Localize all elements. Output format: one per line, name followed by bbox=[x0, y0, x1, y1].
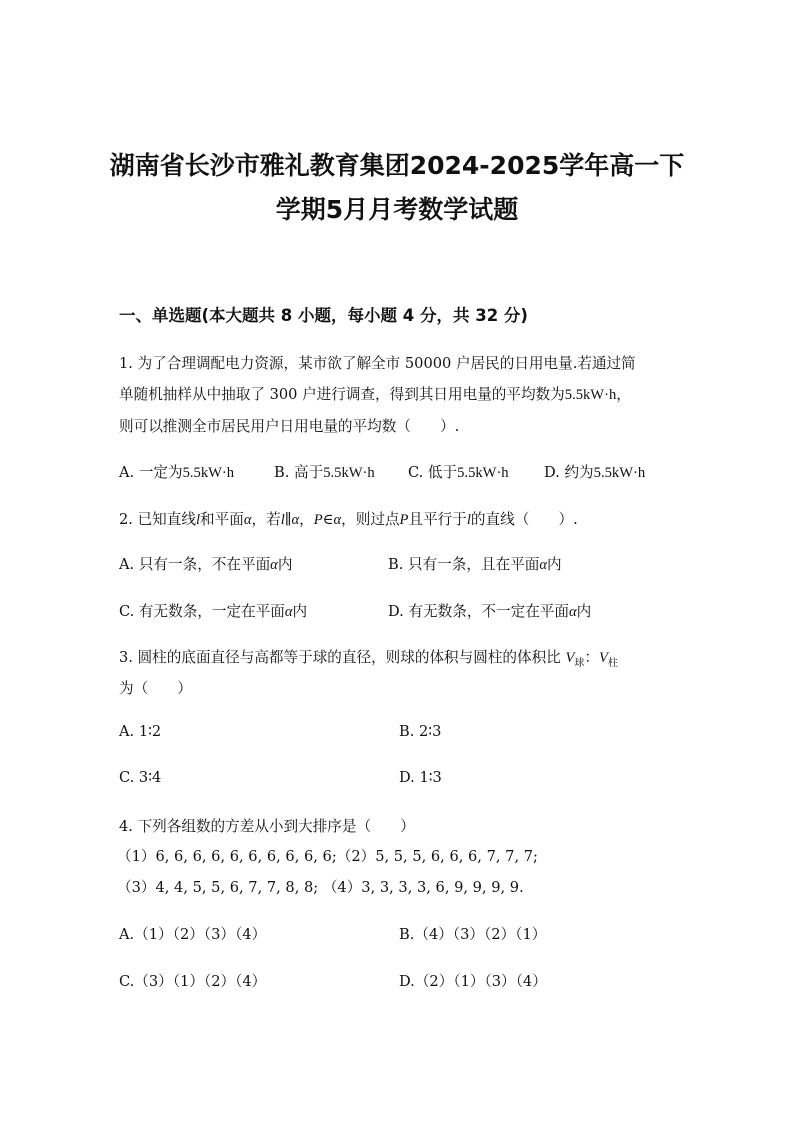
q2-text-4: ， bbox=[299, 511, 314, 528]
q1-option-d-value: 5.5kW·h bbox=[593, 465, 646, 481]
q2-option-a-alpha: α bbox=[270, 557, 278, 573]
q1-average-value: 5.5kW·h bbox=[564, 387, 617, 403]
q3-sub-sphere: 球 bbox=[574, 658, 585, 669]
q1-option-a[interactable] bbox=[119, 461, 234, 482]
q1-option-c-value: 5.5kW·h bbox=[457, 465, 509, 481]
q2-point-p: P bbox=[399, 512, 409, 528]
q3-v-sphere: V bbox=[565, 650, 575, 666]
q3-stem-line-1 bbox=[119, 646, 618, 667]
q2-option-c-tail: 内 bbox=[292, 603, 308, 620]
q2-text-6: 且平行于 bbox=[408, 511, 467, 528]
q4-stem: 4. 下列各组数的方差从小到大排序是（ ） bbox=[119, 818, 415, 835]
section-heading: 一、单选题(本大题共 8 小题，每小题 4 分，共 32 分) bbox=[119, 306, 528, 325]
q2-option-d-text: D. 有无数条，不一定在平面 bbox=[388, 603, 569, 620]
q2-text-5: ，则过点 bbox=[341, 511, 400, 528]
q4-option-b[interactable]: B.（4）（3）（2）（1） bbox=[399, 926, 547, 943]
q1-option-c[interactable] bbox=[408, 461, 509, 482]
q1-option-d-label: D. 约为 bbox=[544, 464, 594, 481]
q2-text-2: 和平面 bbox=[200, 511, 244, 528]
q2-option-d-tail: 内 bbox=[576, 603, 592, 620]
q1-stem-text: 单随机抽样从中抽取了 300 户进行调查，得到其日用电量的平均数为 bbox=[119, 386, 565, 403]
q2-option-a-text: A. 只有一条，不在平面 bbox=[119, 556, 271, 573]
q1-comma: ， bbox=[616, 386, 631, 403]
page-title-line-2: 学期5月月考数学试题 bbox=[275, 195, 519, 224]
q3-sub-cylinder: 柱 bbox=[607, 658, 618, 669]
q1-stem-line-1: 1. 为了合理调配电力资源，某市欲了解全市 50000 户居民的日用电量.若通过简 bbox=[119, 355, 636, 372]
q2-plane-alpha: α bbox=[243, 512, 252, 528]
q4-option-c[interactable]: C.（3）（1）（2）（4） bbox=[119, 973, 267, 990]
q2-text-3: ，若 bbox=[251, 511, 281, 528]
q3-option-d[interactable]: D. 1∶3 bbox=[399, 769, 442, 786]
q2-option-b-tail: 内 bbox=[547, 556, 562, 573]
q2-option-d[interactable] bbox=[388, 600, 591, 621]
q1-option-b-label: B. 高于 bbox=[274, 464, 324, 481]
q3-option-c[interactable]: C. 3∶4 bbox=[119, 769, 162, 786]
q1-option-c-label: C. 低于 bbox=[408, 464, 458, 481]
q1-option-a-label: A. 一定为 bbox=[119, 464, 183, 481]
q2-condition-parallel: l∥α bbox=[280, 512, 300, 528]
q4-groups-3-4: （3）4, 4, 5, 5, 6, 7, 7, 8, 8; （4）3, 3, 3, 3, 6, 9, 9, 9, 9. bbox=[117, 879, 524, 896]
q4-option-a[interactable]: A.（1）（2）（3）（4） bbox=[119, 926, 267, 943]
q2-option-b[interactable] bbox=[388, 553, 562, 574]
q2-option-a-tail: 内 bbox=[277, 556, 293, 573]
q2-option-b-text: B. 只有一条，且在平面 bbox=[388, 556, 540, 573]
q2-line-l: l bbox=[195, 512, 201, 528]
q2-option-b-alpha: α bbox=[539, 557, 548, 573]
q2-option-c-text: C. 有无数条，一定在平面 bbox=[119, 603, 285, 620]
q4-groups-1-2: （1）6, 6, 6, 6, 6, 6, 6, 6, 6, 6;（2）5, 5, 5, 6, 6, 6, 7, 7, 7; bbox=[117, 848, 538, 865]
q1-stem-line-3: 则可以推测全市居民用户日用电量的平均数（ ）. bbox=[119, 418, 460, 435]
q3-colon: ： bbox=[584, 649, 599, 666]
q1-option-b[interactable] bbox=[274, 461, 375, 482]
q1-stem-line-2 bbox=[119, 383, 631, 404]
q1-option-a-value: 5.5kW·h bbox=[182, 465, 235, 481]
q3-text: 3. 圆柱的底面直径与高都等于球的直径，则球的体积与圆柱的体积比 bbox=[119, 649, 561, 666]
q3-v-cylinder: V bbox=[598, 650, 608, 666]
q1-option-d[interactable] bbox=[544, 461, 645, 482]
q2-option-a[interactable] bbox=[119, 553, 292, 574]
q3-stem-line-2: 为（ ） bbox=[119, 680, 192, 697]
q3-option-a[interactable]: A. 1∶2 bbox=[119, 723, 162, 740]
q2-option-c-alpha: α bbox=[284, 604, 293, 620]
q2-line-l-2: l bbox=[466, 512, 471, 528]
q2-option-d-alpha: α bbox=[569, 604, 577, 620]
q1-option-b-value: 5.5kW·h bbox=[323, 465, 375, 481]
q2-stem bbox=[119, 508, 578, 529]
q4-option-d[interactable]: D.（2）（1）（3）（4） bbox=[399, 973, 547, 990]
q3-option-b[interactable]: B. 2∶3 bbox=[399, 723, 442, 740]
page-title-line-1: 湖南省长沙市雅礼教育集团2024-2025学年高一下 bbox=[109, 151, 685, 180]
q2-condition-point: P∈α bbox=[313, 512, 342, 528]
q2-option-c[interactable] bbox=[119, 600, 307, 621]
q2-text-7: 的直线（ ）. bbox=[470, 511, 578, 528]
q2-text-1: 2. 已知直线 bbox=[119, 511, 196, 528]
